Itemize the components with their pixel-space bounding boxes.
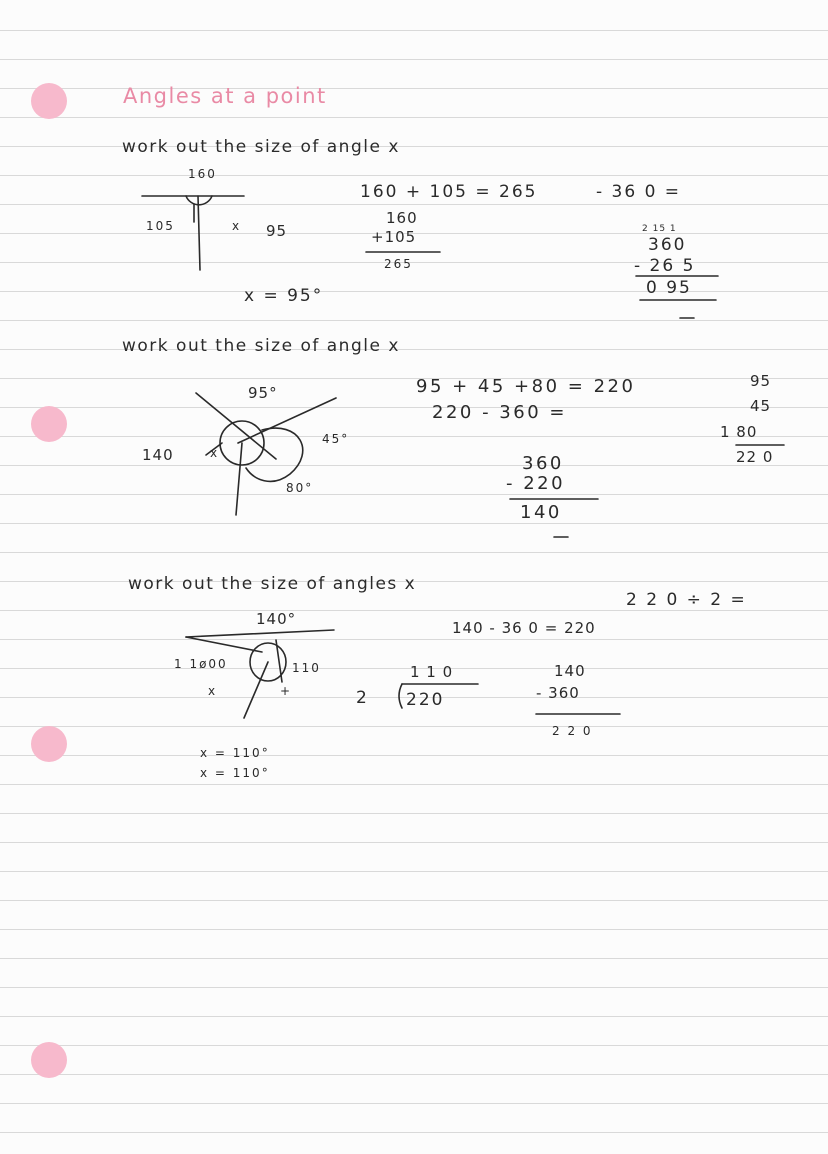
q3-diff-line: 140 - 36 0 = 220 [452, 619, 596, 637]
q3-angle-140: 140° [256, 610, 297, 628]
q2-sum-line: 95 + 45 +80 = 220 [416, 376, 636, 397]
q2-angle-80: 80° [286, 481, 314, 495]
q3-angle-right: 110 [292, 661, 321, 675]
q2-sub-result: 140 [520, 502, 562, 523]
q3-x-left: x [208, 684, 218, 698]
q2-sub-b: - 220 [506, 473, 566, 494]
q2-diff-line: 220 - 360 = [432, 402, 567, 423]
q2-sub-a: 360 [522, 453, 564, 474]
q2-col-a: 95 [750, 372, 772, 390]
q1-col-a: 160 [386, 209, 418, 227]
q1-sub-a: 360 [648, 235, 687, 255]
q3-sub-a: 140 [554, 662, 586, 680]
q3-angle-left: 1 1ø00 [174, 657, 228, 671]
q3-x-right: + [280, 684, 293, 698]
q2-angle-95: 95° [248, 384, 278, 402]
q3-down-ray [244, 662, 268, 718]
q2-ray-s [236, 443, 242, 515]
q3-answer-1: x = 110° [200, 746, 270, 760]
q3-div-line: 2 2 0 ÷ 2 = [626, 590, 747, 610]
q1-vertical-line [198, 196, 200, 270]
q3-left-ray [186, 637, 262, 652]
q1-sum-line: 160 + 105 = 265 [360, 182, 538, 202]
question-1-text: work out the size of angle x [122, 137, 400, 157]
q1-sub-result: 0 95 [646, 278, 692, 298]
q1-col-sum: 265 [384, 257, 413, 271]
q2-angle-x: x [210, 446, 220, 460]
q3-dividend: 220 [406, 690, 445, 710]
q1-angle-left: 105 [146, 219, 175, 233]
q3-sub-result: 2 2 0 [552, 724, 593, 738]
q2-col-c: 1 80 [720, 423, 758, 441]
q3-sub-b: - 360 [536, 684, 580, 702]
q3-quotient: 1 1 0 [410, 663, 454, 681]
q1-carry: 2 15 1 [642, 224, 677, 234]
q1-angle-x: x [232, 219, 242, 233]
page-title: Angles at a point [123, 84, 327, 108]
q1-angle-top: 160 [188, 167, 217, 181]
q3-divisor: 2 [356, 688, 369, 708]
question-2-text: work out the size of angle x [122, 336, 400, 356]
q1-sub-b: - 26 5 [634, 256, 696, 276]
q1-angle-right: 95 [266, 222, 288, 240]
q2-col-sum: 22 0 [736, 448, 774, 466]
q1-minus-360: - 36 0 = [596, 182, 682, 202]
q3-division-bracket [399, 684, 402, 708]
q1-answer: x = 95° [244, 286, 324, 306]
q3-top-line [186, 630, 334, 637]
question-3-text: work out the size of angles x [128, 574, 417, 594]
q2-angle-45: 45° [322, 432, 350, 446]
q2-col-b: 45 [750, 397, 772, 415]
q3-answer-2: x = 110° [200, 766, 270, 780]
q2-ray-nw [196, 393, 276, 459]
q1-col-b: +105 [371, 228, 417, 246]
q2-angle-140: 140 [142, 446, 174, 464]
